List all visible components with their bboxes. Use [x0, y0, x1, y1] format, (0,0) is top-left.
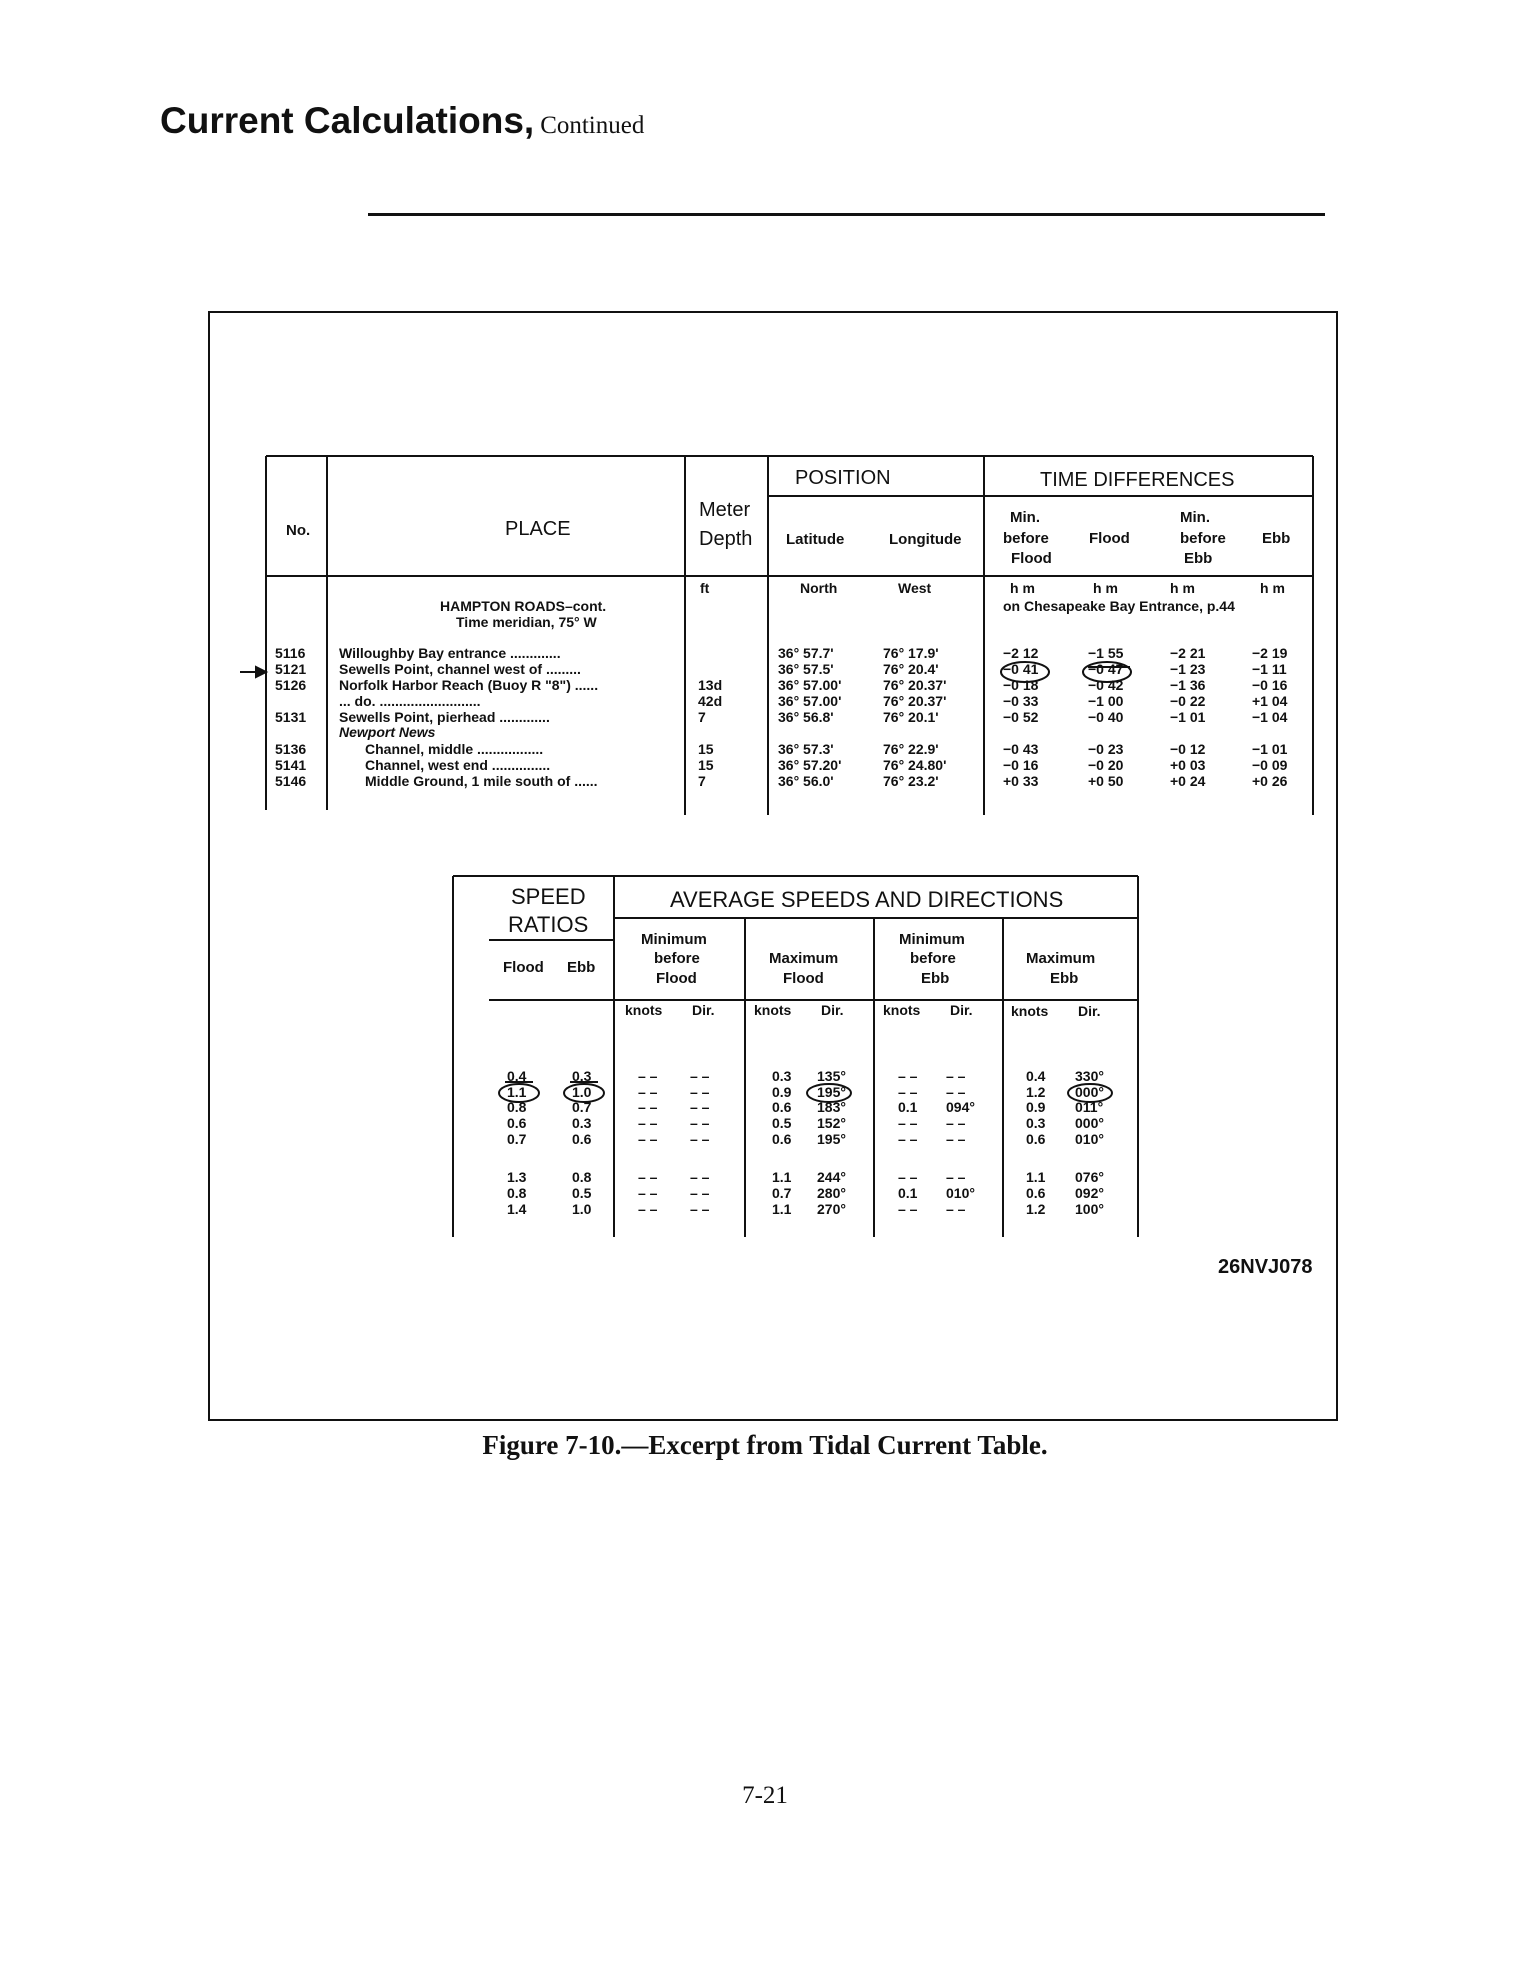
dir-max-flood: 270° [817, 1201, 846, 1217]
row-no: 5116 [275, 645, 306, 661]
ratio-ebb: 0.3 [572, 1115, 592, 1131]
row-min-before-ebb: +0 24 [1170, 773, 1206, 789]
row-flood: −0 47 [1088, 661, 1124, 677]
row-flood: +0 50 [1088, 773, 1124, 789]
row-depth: 7 [698, 709, 706, 725]
ratio-flood: 1.1 [507, 1084, 527, 1100]
time-diff-header: TIME DIFFERENCES [1040, 469, 1235, 491]
knots-min-before-flood: – – [638, 1099, 658, 1115]
continued-label: Continued [540, 112, 645, 139]
row-longitude: 76° 22.9' [883, 741, 939, 757]
row-no: 5126 [275, 677, 307, 693]
ratio-flood: 0.7 [507, 1131, 527, 1147]
dir-min-before-flood: – – [690, 1169, 710, 1185]
row-min-before-flood: −0 18 [1003, 677, 1039, 693]
ratio-flood: 1.4 [507, 1201, 527, 1217]
dir-min-before-ebb: – – [946, 1169, 966, 1185]
dir-max-flood: 195° [817, 1084, 846, 1100]
dir-max-ebb: 000° [1075, 1084, 1104, 1100]
dir-min-before-flood: – – [690, 1185, 710, 1201]
unit-depth: ft [700, 580, 710, 596]
ratio-flood: 0.8 [507, 1099, 527, 1115]
row-longitude: 76° 20.1' [883, 709, 939, 725]
dir-min-before-ebb: – – [946, 1131, 966, 1147]
row-flood: −1 55 [1088, 645, 1124, 661]
unit-hm-4: h m [1260, 580, 1285, 596]
ratio-ebb: 0.3 [572, 1068, 592, 1084]
dir-min-before-flood: – – [690, 1068, 710, 1084]
dir-4: Dir. [1078, 1003, 1101, 1019]
row-depth: 7 [698, 773, 706, 789]
knots-4: knots [1011, 1003, 1049, 1019]
knots-max-flood: 0.7 [772, 1185, 792, 1201]
place-header: PLACE [505, 518, 571, 540]
speed-header: SPEED [511, 884, 586, 909]
knots-max-flood: 0.3 [772, 1068, 792, 1084]
avg-header: AVERAGE SPEEDS AND DIRECTIONS [670, 887, 1064, 912]
knots-max-ebb: 0.4 [1026, 1068, 1046, 1084]
g3-line2: before [910, 950, 956, 967]
row-no: 5136 [275, 741, 307, 757]
knots-max-ebb: 0.6 [1026, 1185, 1046, 1201]
row-longitude: 76° 24.80' [883, 757, 947, 773]
row-flood: −0 40 [1088, 709, 1124, 725]
row-no: 5141 [275, 757, 307, 773]
row-min-before-flood: −0 33 [1003, 693, 1039, 709]
knots-max-ebb: 0.3 [1026, 1115, 1046, 1131]
row-place: ... do. .......................... [339, 693, 481, 709]
dir-min-before-ebb: 094° [946, 1099, 975, 1115]
row-longitude: 76° 20.4' [883, 661, 939, 677]
ref-station: on Chesapeake Bay Entrance, p.44 [1003, 598, 1235, 614]
row-place: Channel, middle ................. [365, 741, 544, 757]
speed-table-headers [503, 884, 1101, 1019]
g1-line2: before [654, 950, 700, 967]
row-ebb: −0 09 [1252, 757, 1288, 773]
ratio-flood-header: Flood [503, 959, 544, 976]
g4-line1: Maximum [1026, 950, 1096, 967]
row-no: 5121 [275, 661, 307, 677]
ratio-ebb: 0.7 [572, 1099, 592, 1115]
dir-max-ebb: 010° [1075, 1131, 1104, 1147]
ratio-flood: 0.8 [507, 1185, 527, 1201]
row-min-before-flood: −0 52 [1003, 709, 1039, 725]
row-ebb: +0 26 [1252, 773, 1288, 789]
dir-max-flood: 183° [817, 1099, 846, 1115]
dir-max-ebb: 100° [1075, 1201, 1104, 1217]
title-text: Current Calculations, [160, 100, 535, 141]
dir-3: Dir. [950, 1002, 973, 1018]
g2-line1: Maximum [769, 950, 839, 967]
row-latitude: 36° 57.20' [778, 757, 842, 773]
unit-lon: West [898, 580, 932, 596]
ratio-ebb: 0.5 [572, 1185, 592, 1201]
dir-max-ebb: 092° [1075, 1185, 1104, 1201]
row-depth: 42d [698, 693, 723, 709]
unit-hm-2: h m [1093, 580, 1118, 596]
figure-caption: Figure 7-10.—Excerpt from Tidal Current Table. [482, 1430, 1048, 1460]
dir-1: Dir. [692, 1002, 715, 1018]
knots-max-flood: 0.9 [772, 1084, 792, 1100]
depth-header: Depth [699, 528, 753, 550]
dir-min-before-flood: – – [690, 1115, 710, 1131]
knots-min-before-flood: – – [638, 1201, 658, 1217]
row-min-before-ebb: −1 36 [1170, 677, 1206, 693]
speed-table-rows [507, 1068, 1104, 1217]
row-place: Middle Ground, 1 mile south of ...... [365, 773, 598, 789]
knots-min-before-ebb: – – [898, 1131, 918, 1147]
dir-max-ebb: 011° [1075, 1099, 1104, 1115]
row-min-before-flood: −2 12 [1003, 645, 1039, 661]
dir-max-flood: 152° [817, 1115, 846, 1131]
time-table-rows [275, 645, 1288, 789]
row-min-before-ebb: −0 22 [1170, 693, 1206, 709]
dir-max-flood: 244° [817, 1169, 846, 1185]
knots-1: knots [625, 1002, 663, 1018]
min-before-flood-3: Flood [1011, 550, 1052, 567]
knots-min-before-flood: – – [638, 1185, 658, 1201]
dir-min-before-ebb: – – [946, 1115, 966, 1131]
g3-line1: Minimum [899, 931, 965, 948]
knots-min-before-flood: – – [638, 1131, 658, 1147]
ratios-header: RATIOS [508, 912, 589, 937]
pointer-arrowhead [256, 667, 266, 677]
subregion-name: Newport News [339, 724, 436, 740]
row-depth: 15 [698, 757, 714, 773]
knots-max-flood: 0.5 [772, 1115, 792, 1131]
row-longitude: 76° 23.2' [883, 773, 939, 789]
dir-min-before-flood: – – [690, 1201, 710, 1217]
position-header: POSITION [795, 467, 891, 489]
ebb-col-header: Ebb [1262, 530, 1291, 547]
knots-max-ebb: 0.6 [1026, 1131, 1046, 1147]
row-ebb: +1 04 [1252, 693, 1288, 709]
row-place: Channel, west end ............... [365, 757, 551, 773]
ratio-ebb-header: Ebb [567, 959, 596, 976]
ratio-ebb: 0.8 [572, 1169, 592, 1185]
ratio-flood: 0.4 [507, 1068, 527, 1084]
ratio-ebb: 0.6 [572, 1131, 592, 1147]
dir-min-before-flood: – – [690, 1099, 710, 1115]
knots-3: knots [883, 1002, 921, 1018]
g4-line2: Ebb [1050, 970, 1079, 987]
ratio-ebb: 1.0 [572, 1201, 592, 1217]
row-latitude: 36° 56.0' [778, 773, 834, 789]
row-no: 5146 [275, 773, 307, 789]
knots-min-before-ebb: – – [898, 1068, 918, 1084]
row-flood: −0 20 [1088, 757, 1124, 773]
row-flood: −0 42 [1088, 677, 1124, 693]
ratio-flood: 0.6 [507, 1115, 527, 1131]
row-longitude: 76° 17.9' [883, 645, 939, 661]
ratio-ebb: 1.0 [572, 1084, 592, 1100]
knots-min-before-flood: – – [638, 1115, 658, 1131]
min-before-ebb-2: before [1180, 530, 1226, 547]
figure-code: 26NVJ078 [1218, 1256, 1313, 1278]
row-ebb: −1 11 [1252, 661, 1287, 677]
dir-max-flood: 280° [817, 1185, 846, 1201]
dir-max-flood: 195° [817, 1131, 846, 1147]
dir-min-before-flood: – – [690, 1084, 710, 1100]
row-no: 5131 [275, 709, 307, 725]
flood-col-header: Flood [1089, 530, 1130, 547]
g2-line2: Flood [783, 970, 824, 987]
knots-min-before-ebb: – – [898, 1201, 918, 1217]
dir-max-ebb: 330° [1075, 1068, 1104, 1084]
longitude-header: Longitude [889, 531, 962, 548]
knots-max-ebb: 0.9 [1026, 1099, 1046, 1115]
min-before-ebb-1: Min. [1180, 509, 1210, 526]
row-latitude: 36° 57.5' [778, 661, 834, 677]
row-min-before-ebb: −0 12 [1170, 741, 1206, 757]
knots-max-flood: 1.1 [772, 1169, 792, 1185]
dir-min-before-ebb: – – [946, 1201, 966, 1217]
row-ebb: −2 19 [1252, 645, 1288, 661]
row-ebb: −1 01 [1252, 741, 1288, 757]
knots-min-before-ebb: – – [898, 1115, 918, 1131]
row-latitude: 36° 56.8' [778, 709, 834, 725]
row-latitude: 36° 57.3' [778, 741, 834, 757]
row-ebb: −0 16 [1252, 677, 1288, 693]
dir-min-before-ebb: 010° [946, 1185, 975, 1201]
dir-max-flood: 135° [817, 1068, 846, 1084]
page-number: 7-21 [742, 1782, 788, 1809]
knots-min-before-flood: – – [638, 1084, 658, 1100]
time-table-headers [286, 467, 1290, 630]
dir-max-ebb: 000° [1075, 1115, 1104, 1131]
row-latitude: 36° 57.00' [778, 677, 842, 693]
knots-max-flood: 1.1 [772, 1201, 792, 1217]
min-before-ebb-3: Ebb [1184, 550, 1213, 567]
row-place: Sewells Point, pierhead ............. [339, 709, 550, 725]
knots-min-before-ebb: 0.1 [898, 1185, 918, 1201]
row-min-before-ebb: −1 23 [1170, 661, 1206, 677]
dir-min-before-ebb: – – [946, 1068, 966, 1084]
row-ebb: −1 04 [1252, 709, 1288, 725]
row-min-before-flood: −0 41 [1003, 661, 1039, 677]
row-longitude: 76° 20.37' [883, 693, 947, 709]
row-min-before-ebb: −1 01 [1170, 709, 1206, 725]
row-min-before-flood: −0 43 [1003, 741, 1039, 757]
latitude-header: Latitude [786, 531, 845, 548]
unit-hm-3: h m [1170, 580, 1195, 596]
knots-min-before-ebb: – – [898, 1084, 918, 1100]
dir-2: Dir. [821, 1002, 844, 1018]
meter-header: Meter [699, 499, 751, 521]
g3-line3: Ebb [921, 970, 950, 987]
g1-line3: Flood [656, 970, 697, 987]
row-min-before-ebb: +0 03 [1170, 757, 1206, 773]
unit-hm-1: h m [1010, 580, 1035, 596]
row-place: Willoughby Bay entrance ............. [339, 645, 561, 661]
unit-lat: North [800, 580, 838, 596]
knots-max-ebb: 1.2 [1026, 1201, 1046, 1217]
knots-max-ebb: 1.1 [1026, 1169, 1046, 1185]
ratio-flood: 1.3 [507, 1169, 527, 1185]
knots-min-before-flood: – – [638, 1169, 658, 1185]
row-min-before-ebb: −2 21 [1170, 645, 1206, 661]
dir-min-before-ebb: – – [946, 1084, 966, 1100]
no-header: No. [286, 522, 311, 539]
row-depth: 13d [698, 677, 723, 693]
knots-min-before-ebb: – – [898, 1169, 918, 1185]
row-flood: −0 23 [1088, 741, 1124, 757]
row-place: Norfolk Harbor Reach (Buoy R "8") ...... [339, 677, 599, 693]
min-before-flood-1: Min. [1010, 509, 1040, 526]
row-min-before-flood: −0 16 [1003, 757, 1039, 773]
row-min-before-flood: +0 33 [1003, 773, 1039, 789]
row-flood: −1 00 [1088, 693, 1124, 709]
row-latitude: 36° 57.7' [778, 645, 834, 661]
dir-max-ebb: 076° [1075, 1169, 1104, 1185]
dir-min-before-flood: – – [690, 1131, 710, 1147]
knots-max-flood: 0.6 [772, 1099, 792, 1115]
knots-min-before-flood: – – [638, 1068, 658, 1084]
min-before-flood-2: before [1003, 530, 1049, 547]
row-place: Sewells Point, channel west of ......... [339, 661, 581, 677]
region-meridian: Time meridian, 75° W [456, 614, 597, 630]
row-depth: 15 [698, 741, 714, 757]
knots-max-flood: 0.6 [772, 1131, 792, 1147]
knots-2: knots [754, 1002, 792, 1018]
region-name: HAMPTON ROADS–cont. [440, 598, 607, 614]
g1-line1: Minimum [641, 931, 707, 948]
knots-min-before-ebb: 0.1 [898, 1099, 918, 1115]
row-latitude: 36° 57.00' [778, 693, 842, 709]
knots-max-ebb: 1.2 [1026, 1084, 1046, 1100]
row-longitude: 76° 20.37' [883, 677, 947, 693]
